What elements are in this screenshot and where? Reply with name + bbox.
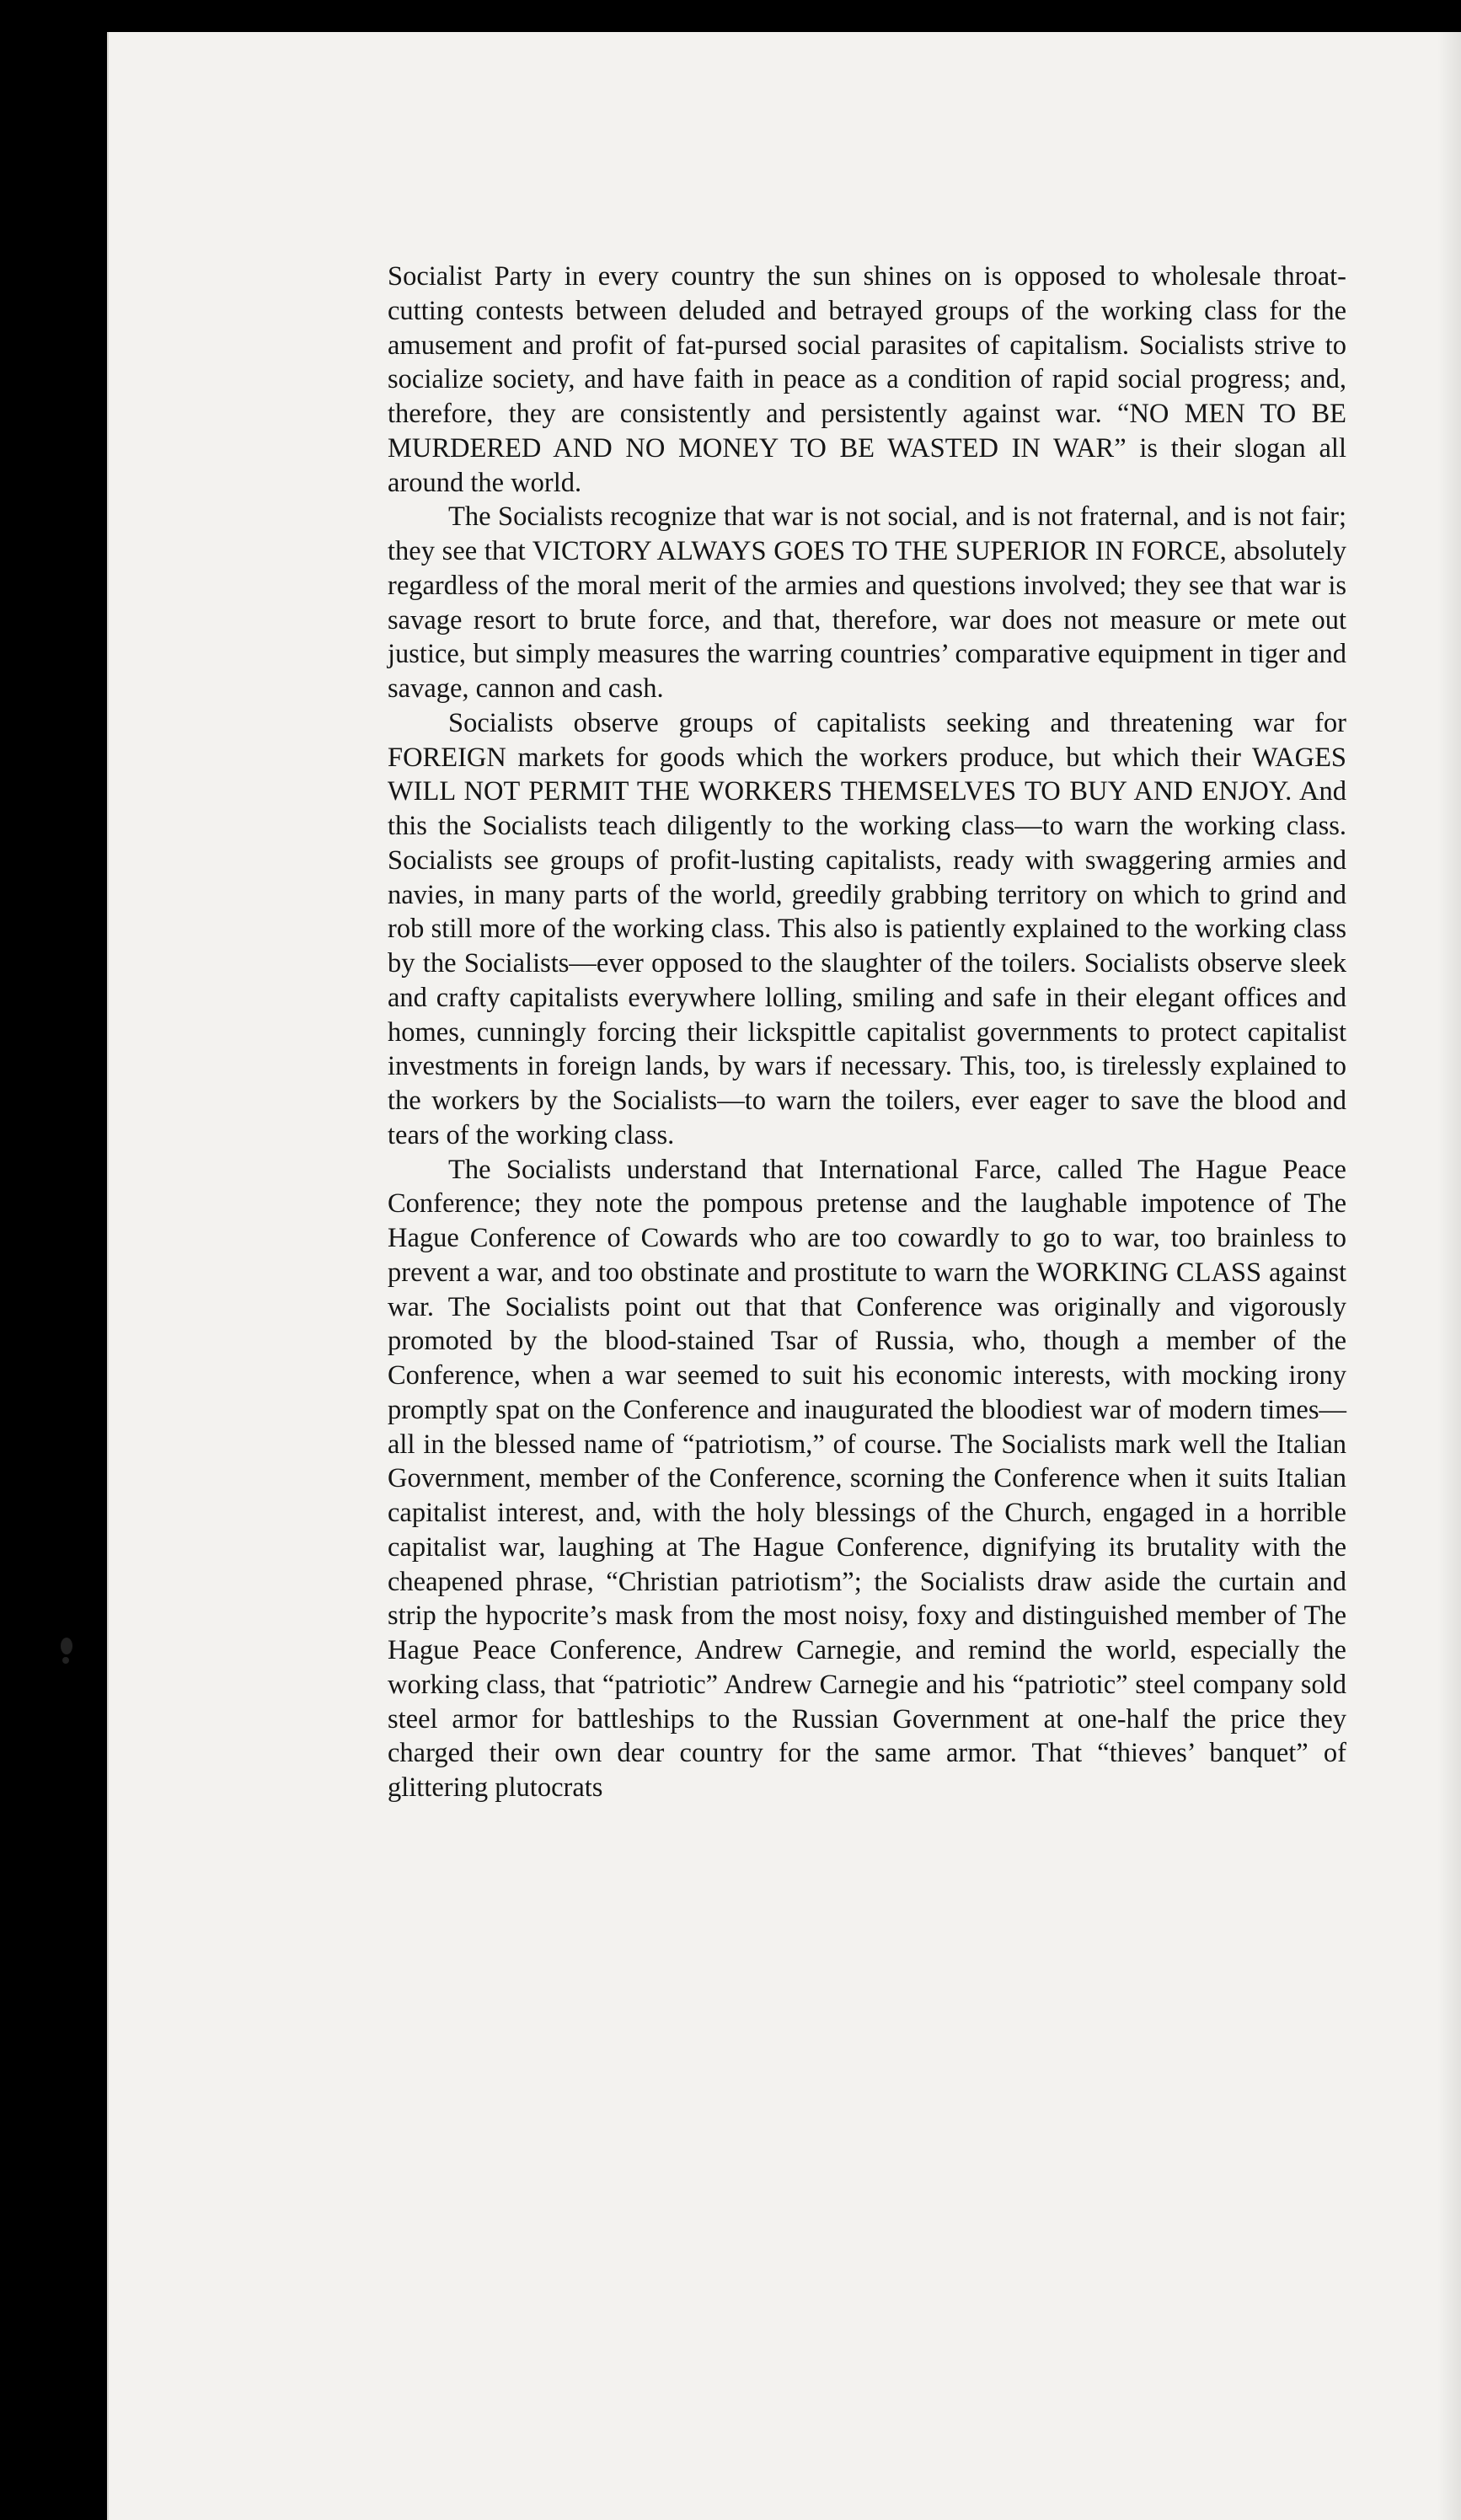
paragraph-3: Socialists observe groups of capitalists seeking and threatening war for FOREIGN markets for goods which the workers produce, but which their WAGES WILL NOT PERMIT THE WORKERS THEMSELVES TO BUY AND ENJOY. And this the Socialists teach diligently to the working class—to warn the working class. Socialists see groups of profit-lusting capitalists, ready with swaggering armies and navies, in many parts of the world, greedily grabbing territory on which to grind and rob still more of the working class. This also is patiently explained to the working class by the Socialists—ever opposed to the slaughter of the toilers. Socialists observe sleek and crafty capitalists everywhere lolling, smiling and safe in their elegant offices and homes, cunningly forcing their lickspittle capitalist governments to protect capitalist investments in foreign lands, by wars if necessary. This, too, is tirelessly explained to the workers by the Socialists—to warn the toilers, ever eager to save the blood and tears of the working class. xyxy=(388,707,1346,1150)
scan-shadow xyxy=(1437,32,1461,2520)
scanned-page xyxy=(107,32,1461,2520)
paragraph-1: Socialist Party in every country the sun shines on is opposed to wholesale throat-cutting contests between deluded and betrayed groups of the working class for the amusement and profit of fat-pursed social parasites of capitalism. Socialists strive to socialize society, and have faith in peace as a condition of rapid social progress; and, therefore, they are consistently and persistently against war. “NO MEN TO BE MURDERED AND NO MONEY TO BE WASTED IN WAR” is their slogan all around the world. xyxy=(388,261,1346,498)
ink-speck xyxy=(62,1657,69,1664)
paragraph-2: The Socialists recognize that war is not social, and is not fraternal, and is not fair; they see that VICTORY ALWAYS GOES TO THE SUPERIOR IN FORCE, absolutely regardless of the moral merit of the armies and questions involved; they see that war is savage resort to brute force, and that, therefore, war does not measure or mete out justice, but simply measures the warring countries’ comparative equipment in tiger and savage, cannon and cash. xyxy=(388,501,1346,704)
paragraph-4: The Socialists understand that International Farce, called The Hague Peace Conference; they note the pompous pretense and the laughable impotence of The Hague Conference of Cowards who are too cowardly to go to war, too brainless to prevent a war, and too obstinate and prostitute to warn the WORKING CLASS against war. The Socialists point out that that Conference was originally and vigorously promoted by the blood-stained Tsar of Russia, who, though a member of the Conference, when a war seemed to suit his economic interests, with mocking irony promptly spat on the Conference and inaugurated the bloodiest war of modern times—all in the blessed name of “patriotism,” of course. The Socialists mark well the Italian Government, member of the Conference, scorning the Conference when it suits Italian capitalist interest, and, with the holy blessings of the Church, engaged in a horrible capitalist war, laughing at The Hague Conference, dignifying its brutality with the cheapened phrase, “Christian patriotism”; the Socialists draw aside the curtain and strip the hypocrite’s mask from the most noisy, foxy and distinguished member of The Hague Peace Conference, Andrew Carnegie, and remind the world, especially the working class, that “patriotic” Andrew Carnegie and his “patriotic” steel company sold steel armor for battleships to the Russian Government at one-half the price they charged their own dear country for the same armor. That “thieves’ banquet” of glittering plutocrats xyxy=(388,1154,1346,1803)
body-text xyxy=(388,260,1346,1805)
ink-speck xyxy=(61,1638,72,1654)
